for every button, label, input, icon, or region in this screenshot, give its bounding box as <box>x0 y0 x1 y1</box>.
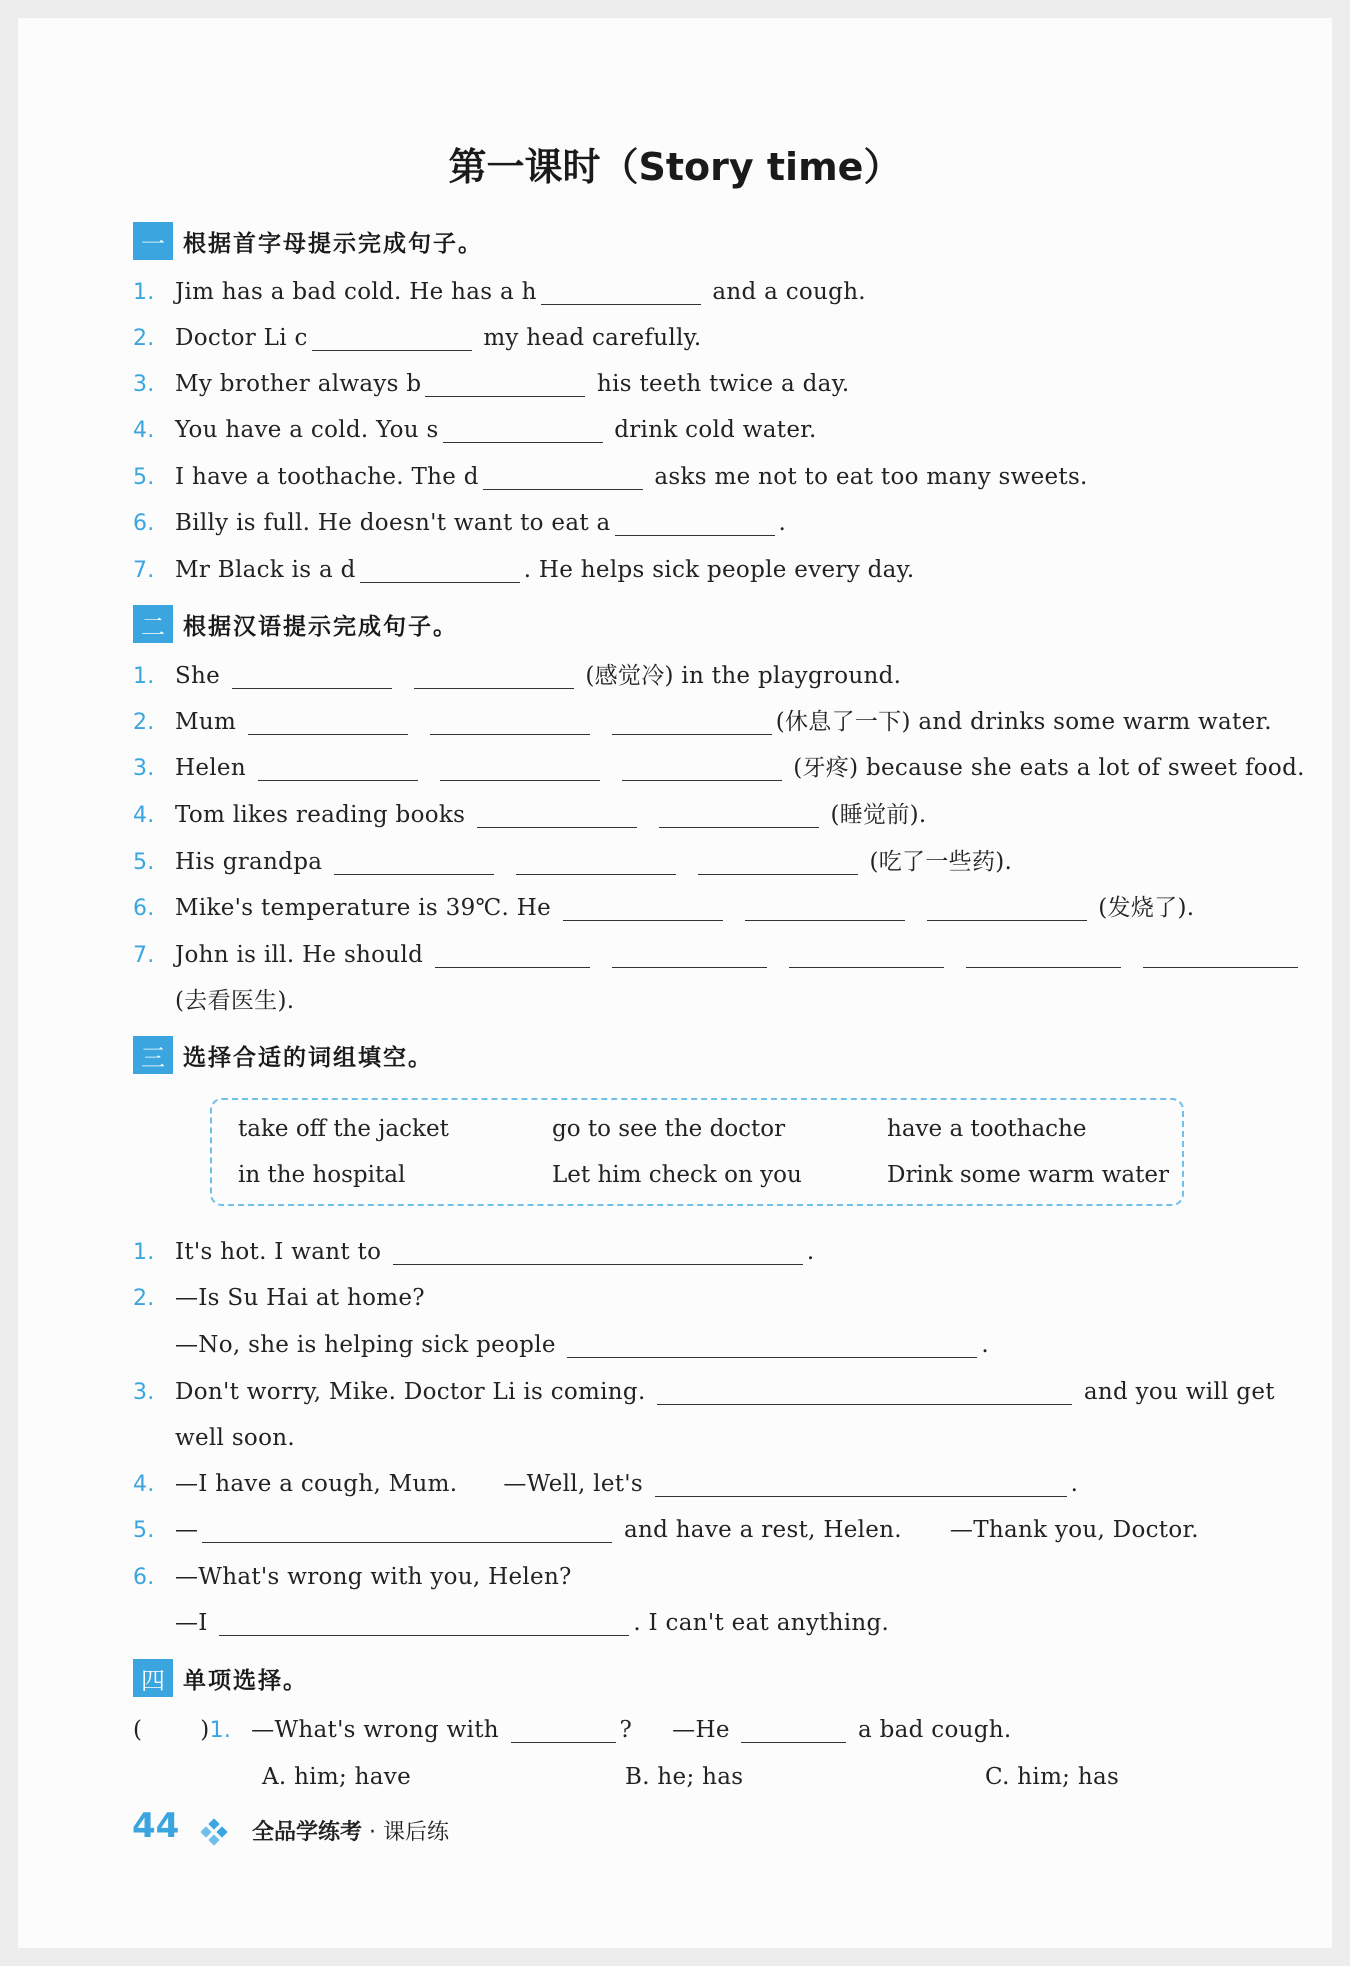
question-number: 4. <box>133 1472 155 1497</box>
phrase-option: go to see the doctor <box>552 1116 786 1142</box>
question-text: —Well, let's <box>503 1471 644 1497</box>
s4-question-1 <box>133 1710 1011 1750</box>
question-text: Mr Black is a d <box>175 557 356 583</box>
question-text: . <box>1070 1471 1079 1497</box>
phrase-option: Let him check on you <box>552 1162 802 1188</box>
answer-blank[interactable] <box>612 708 772 735</box>
question-number: 2. <box>133 1286 155 1311</box>
s3-question-1 <box>133 1232 815 1272</box>
question-text: (休息了一下) and drinks some warm water. <box>775 709 1272 735</box>
s2-question-5 <box>133 842 1012 882</box>
question-text: . <box>806 1239 815 1265</box>
question-text: —I <box>175 1610 208 1636</box>
answer-blank[interactable] <box>745 894 905 921</box>
s2-question-6 <box>133 888 1194 928</box>
question-number: 5. <box>133 465 155 490</box>
answer-blank[interactable] <box>312 324 472 351</box>
s1-question-2 <box>133 318 702 358</box>
question-number: 2. <box>133 710 155 735</box>
answer-blank[interactable] <box>219 1609 629 1636</box>
answer-blank[interactable] <box>741 1716 846 1743</box>
question-text: Mike's temperature is 39℃. He <box>175 895 552 921</box>
s1-question-6 <box>133 503 786 543</box>
phrase-option: have a toothache <box>887 1116 1087 1142</box>
question-text: Jim has a bad cold. He has a h <box>175 279 537 305</box>
s3-question-4 <box>133 1464 1078 1504</box>
s2-question-4 <box>133 795 927 835</box>
page-title: 第一课时（Story time） <box>448 145 902 189</box>
s2-question-1 <box>133 656 901 696</box>
question-text: Doctor Li c <box>175 325 308 351</box>
s2-question-2 <box>133 702 1272 742</box>
question-text: (发烧了). <box>1098 895 1195 921</box>
question-text: Don't worry, Mike. Doctor Li is coming. <box>175 1379 646 1405</box>
answer-paren-open: ( <box>133 1717 143 1743</box>
question-text: —No, she is helping sick people <box>175 1332 556 1358</box>
s3-question-2-reply <box>175 1325 989 1365</box>
answer-blank[interactable] <box>516 848 676 875</box>
question-number: 7. <box>133 558 155 583</box>
question-number: 6. <box>133 1565 155 1590</box>
phrase-option: take off the jacket <box>238 1116 449 1142</box>
question-number: 1. <box>133 1240 155 1265</box>
question-text: (睡觉前). <box>830 802 927 828</box>
s3-question-5 <box>133 1510 1199 1550</box>
section-3-heading: 选择合适的词组填空。 <box>183 1044 433 1071</box>
phrase-options-box <box>210 1098 1184 1206</box>
section-2-heading: 根据汉语提示完成句子。 <box>183 613 458 640</box>
answer-blank[interactable] <box>622 754 782 781</box>
question-text: . <box>981 1332 990 1358</box>
question-text: (吃了一些药). <box>869 849 1013 875</box>
question-text: —He <box>672 1717 730 1743</box>
question-text: asks me not to eat too many sweets. <box>654 464 1088 490</box>
answer-blank[interactable] <box>393 1238 803 1265</box>
s1-question-4 <box>133 410 817 450</box>
s2-question-3 <box>133 748 1305 788</box>
answer-blank[interactable] <box>657 1378 1072 1405</box>
answer-blank[interactable] <box>425 370 585 397</box>
s4-choice-c[interactable]: C. him; has <box>985 1764 1120 1790</box>
answer-blank[interactable] <box>334 848 494 875</box>
s3-question-6 <box>133 1557 572 1597</box>
section-2-badge: 二 <box>133 605 173 643</box>
question-number: 4. <box>133 803 155 828</box>
answer-blank[interactable] <box>927 894 1087 921</box>
answer-blank[interactable] <box>541 278 701 305</box>
answer-blank[interactable] <box>567 1331 977 1358</box>
s2-question-7-continuation: (去看医生). <box>175 988 295 1014</box>
question-number: 5. <box>133 1518 155 1543</box>
question-text: his teeth twice a day. <box>597 371 850 397</box>
question-text: I have a toothache. The d <box>175 464 479 490</box>
answer-blank[interactable] <box>430 708 590 735</box>
s1-question-3 <box>133 364 850 404</box>
question-text: . I can't eat anything. <box>633 1610 890 1636</box>
footer-separator: · <box>369 1820 377 1845</box>
s3-question-3 <box>133 1372 1275 1412</box>
answer-blank[interactable] <box>443 416 603 443</box>
answer-blank[interactable] <box>258 754 418 781</box>
question-text: Helen <box>175 755 246 781</box>
answer-blank[interactable] <box>414 662 574 689</box>
question-number: 3. <box>133 1380 155 1405</box>
section-1-badge: 一 <box>133 222 173 260</box>
question-number: 4. <box>133 418 155 443</box>
question-number: 3. <box>133 372 155 397</box>
question-text: My brother always b <box>175 371 422 397</box>
section-1-heading: 根据首字母提示完成句子。 <box>183 230 483 257</box>
section-4-header <box>133 1658 308 1698</box>
question-text: my head carefully. <box>483 325 702 351</box>
question-text: You have a cold. You s <box>175 417 439 443</box>
footer-brand <box>252 1815 449 1846</box>
answer-blank[interactable] <box>1143 941 1298 968</box>
question-text: John is ill. He should <box>175 942 424 968</box>
answer-blank[interactable] <box>483 463 643 490</box>
s3-question-6-reply <box>175 1603 889 1643</box>
page-number: 44 <box>132 1806 180 1846</box>
question-number: 1. <box>209 1718 232 1743</box>
question-text: Mum <box>175 709 237 735</box>
answer-blank[interactable] <box>435 941 590 968</box>
question-text: She <box>175 663 221 689</box>
question-text: and have a rest, Helen. <box>623 1517 902 1543</box>
answer-blank[interactable] <box>202 1516 612 1543</box>
answer-blank[interactable] <box>232 662 392 689</box>
section-1-header <box>133 221 483 261</box>
question-text: —What's wrong with you, Helen? <box>175 1564 572 1590</box>
phrase-option: Drink some warm water <box>887 1162 1169 1188</box>
s3-question-2 <box>133 1278 425 1318</box>
s1-question-5 <box>133 457 1088 497</box>
answer-blank[interactable] <box>698 848 858 875</box>
phrase-option: in the hospital <box>238 1162 406 1188</box>
answer-blank[interactable] <box>655 1470 1067 1497</box>
question-number: 5. <box>133 850 155 875</box>
answer-blank[interactable] <box>360 556 520 583</box>
question-text: a bad cough. <box>857 1717 1012 1743</box>
question-text: drink cold water. <box>614 417 817 443</box>
s1-question-7 <box>133 550 914 590</box>
question-number: 3. <box>133 756 155 781</box>
answer-blank[interactable] <box>966 941 1121 968</box>
s3-question-3-continuation: well soon. <box>175 1425 295 1451</box>
answer-blank[interactable] <box>615 509 775 536</box>
s1-question-1 <box>133 272 866 312</box>
question-text: His grandpa <box>175 849 323 875</box>
question-text: (感觉冷) in the playground. <box>585 663 902 689</box>
question-text: —What's wrong with <box>251 1717 499 1743</box>
section-4-badge: 四 <box>133 1659 173 1697</box>
question-number: 2. <box>133 326 155 351</box>
answer-blank[interactable] <box>659 801 819 828</box>
footer-subtitle: 课后练 <box>383 1820 450 1845</box>
question-text: —Is Su Hai at home? <box>175 1285 425 1311</box>
question-text: . <box>778 510 787 536</box>
answer-paren-close: ) <box>200 1717 210 1743</box>
section-4-heading: 单项选择。 <box>183 1667 308 1694</box>
question-text: —Thank you, Doctor. <box>949 1517 1199 1543</box>
question-number: 1. <box>133 664 155 689</box>
answer-blank[interactable] <box>563 894 723 921</box>
brand-logo-icon <box>200 1818 228 1846</box>
answer-blank[interactable] <box>612 941 767 968</box>
section-3-badge: 三 <box>133 1036 173 1074</box>
question-text: . He helps sick people every day. <box>523 557 915 583</box>
question-text: —I have a cough, Mum. <box>175 1471 458 1497</box>
question-text: (牙疼) because she eats a lot of sweet food. <box>793 755 1305 781</box>
question-text: Tom likes reading books <box>175 802 466 828</box>
question-text: and a cough. <box>712 279 866 305</box>
brand-name: 全品学练考 <box>252 1820 363 1845</box>
answer-blank[interactable] <box>511 1716 616 1743</box>
section-2-header <box>133 604 458 644</box>
question-text: and you will get <box>1083 1379 1275 1405</box>
answer-blank[interactable] <box>789 941 944 968</box>
question-text: — <box>175 1517 199 1543</box>
answer-blank[interactable] <box>440 754 600 781</box>
question-number: 7. <box>133 943 155 968</box>
answer-blank[interactable] <box>477 801 637 828</box>
question-text: ? <box>619 1717 633 1743</box>
s4-choice-a[interactable]: A. him; have <box>262 1764 412 1790</box>
question-text: It's hot. I want to <box>175 1239 382 1265</box>
answer-blank[interactable] <box>248 708 408 735</box>
section-3-header <box>133 1035 433 1075</box>
question-number: 6. <box>133 511 155 536</box>
question-number: 6. <box>133 896 155 921</box>
s4-choice-b[interactable]: B. he; has <box>625 1764 744 1790</box>
question-number: 1. <box>133 280 155 305</box>
s2-question-7 <box>133 935 1302 975</box>
question-text: Billy is full. He doesn't want to eat a <box>175 510 611 536</box>
